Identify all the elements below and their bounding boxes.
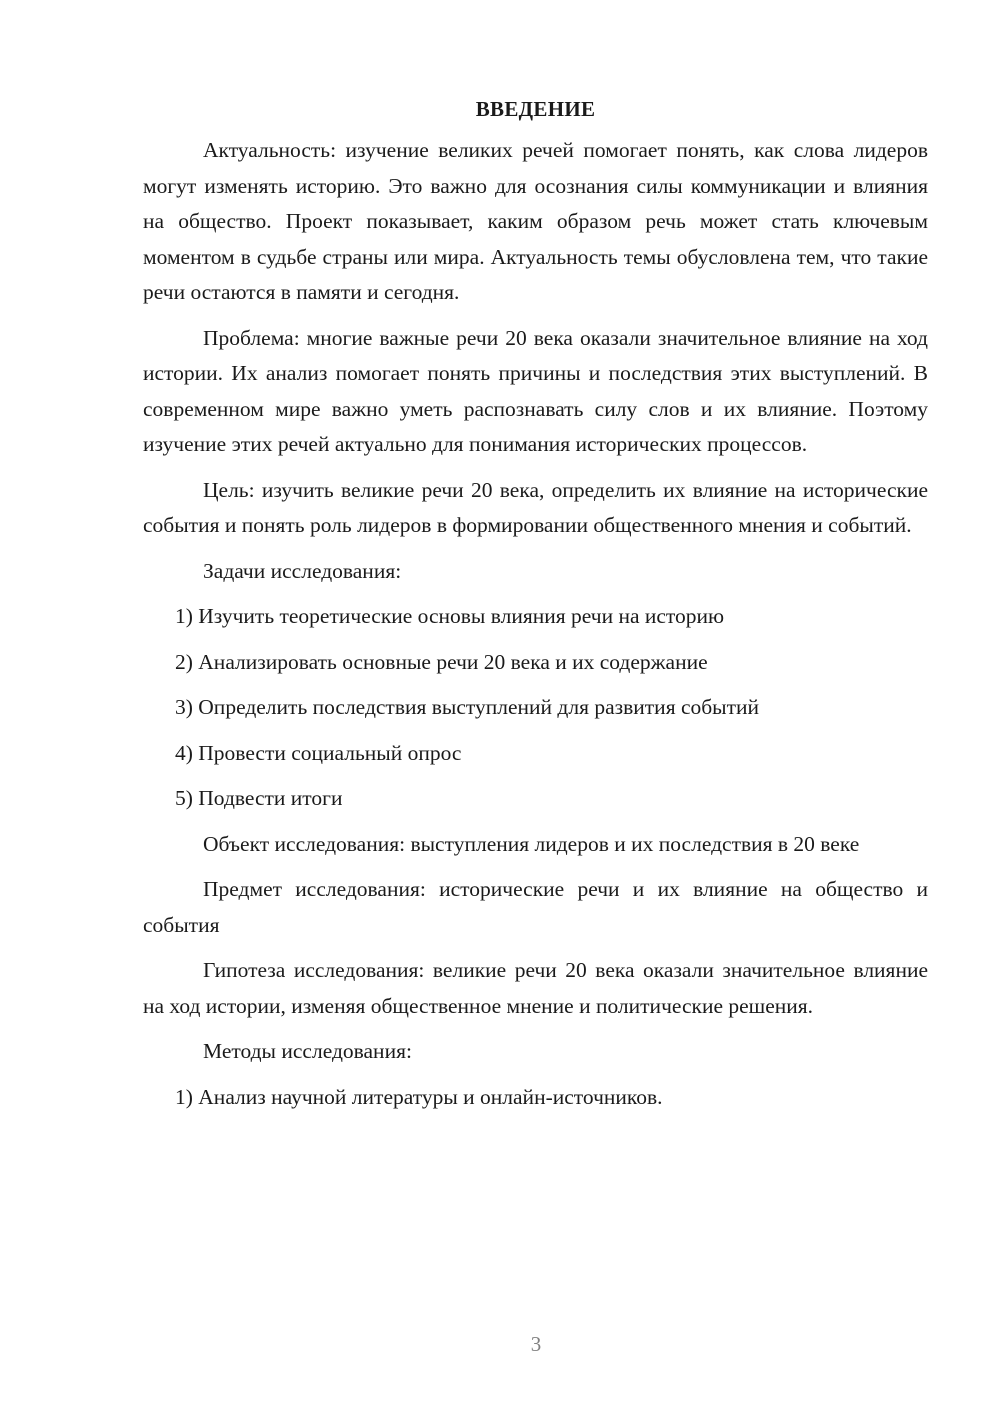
list-item: 4) Провести социальный опрос xyxy=(175,740,462,765)
list-item: 5) Подвести итоги xyxy=(175,786,343,810)
hypothesis-paragraph: Гипотеза исследования: великие речи 20 века оказали значительное влияние на ход истории, изменяя общественное мнение и политические решения. xyxy=(143,958,928,1018)
document-page xyxy=(143,92,928,1125)
subject-paragraph: Предмет исследования: исторические речи и их влияние на общество и события xyxy=(143,877,928,937)
list-item: 3) Определить последствия выступлений для развития событий xyxy=(175,695,760,719)
relevance-paragraph: Актуальность: изучение великих речей помогает понять, как слова лидеров могут изменять историю. Это важно для осознания силы коммуникации и влияния на общество. Проект показывает, каким образом речь может стать ключевым моментом в судьбе страны или мира. Актуальность темы обусловлена тем, что такие речи остаются в памяти и сегодня. xyxy=(143,138,928,304)
page-title: ВВЕДЕНИЕ xyxy=(475,97,596,121)
page-number: 3 xyxy=(530,1332,542,1356)
methods-list xyxy=(143,1080,928,1116)
object-paragraph: Объект исследования: выступления лидеров и их последствия в 20 веке xyxy=(203,831,860,856)
list-item: 2) Анализировать основные речи 20 века и их содержание xyxy=(175,649,708,674)
problem-paragraph: Проблема: многие важные речи 20 века оказали значительное влияние на ход истории. Их анализ помогает понять причины и последствия этих выступлений. В современном мире важно уметь распознавать силу слов и их влияние. Поэтому изучение этих речей актуально для понимания исторических процессов. xyxy=(143,325,928,456)
goal-paragraph: Цель: изучить великие речи 20 века, определить их влияние на исторические события и понять роль лидеров в формировании общественного мнения и событий. xyxy=(143,477,928,537)
tasks-list xyxy=(143,599,928,817)
tasks-heading: Задачи исследования: xyxy=(203,558,402,583)
list-item: 1) Изучить теоретические основы влияния речи на историю xyxy=(175,604,725,628)
methods-heading: Методы исследования: xyxy=(203,1039,412,1063)
list-item: 1) Анализ научной литературы и онлайн-источников. xyxy=(175,1084,663,1109)
